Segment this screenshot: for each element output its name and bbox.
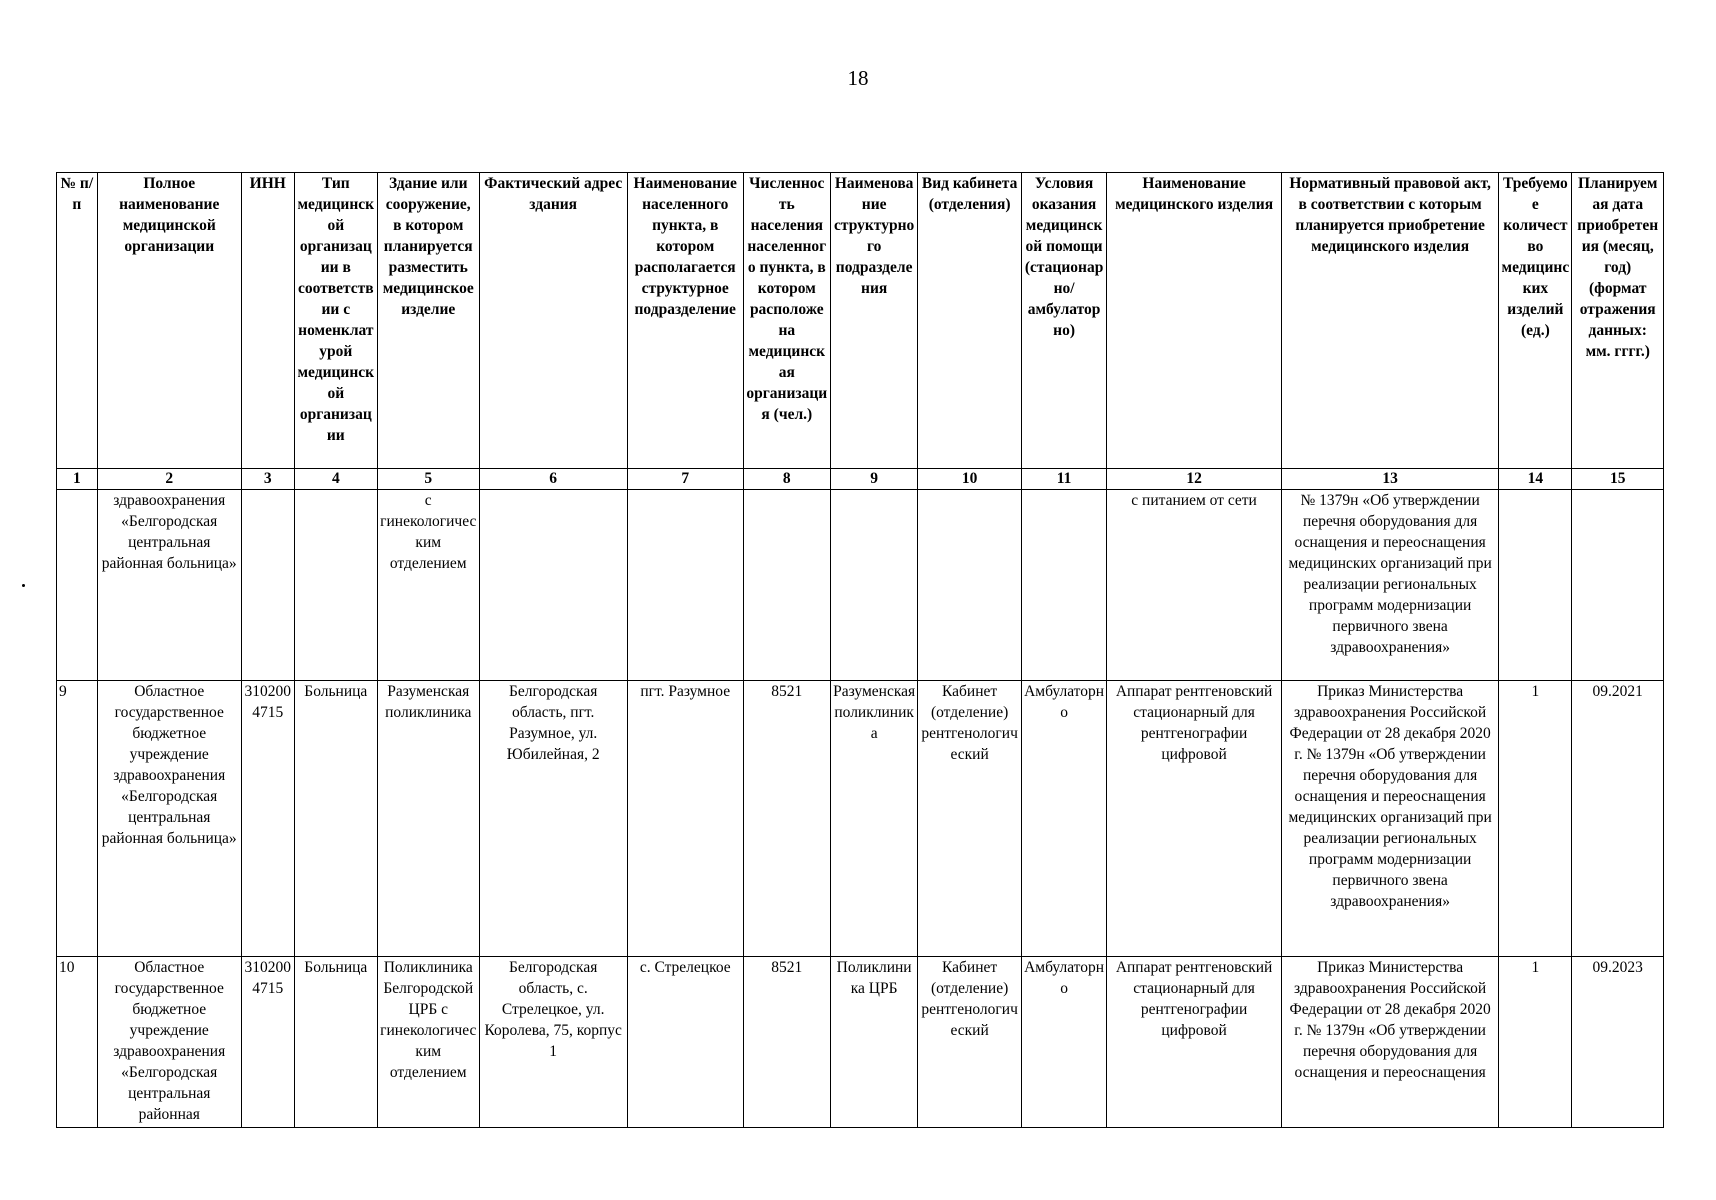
table-cell: здравоохранения «Белгородская центральная районная больница» [97,490,241,681]
column-number: 11 [1021,469,1106,490]
header-cell: № п/п [57,173,98,469]
header-row [57,173,1664,469]
table-cell: Областное государственное бюджетное учреждение здравоохранения «Белгородская центральная районная [97,957,241,1128]
table-cell [1021,490,1106,681]
header-cell: Условия оказания медицинской помощи (стационарно/ амбулаторно) [1021,173,1106,469]
header-cell: ИНН [241,173,294,469]
table-cell [1572,490,1664,681]
column-number-row [57,469,1664,490]
table-cell [1499,490,1572,681]
column-number: 10 [918,469,1022,490]
column-number: 12 [1107,469,1282,490]
table-cell: Аппарат рентгеновский стационарный для рентгенографии цифровой [1107,957,1282,1128]
table-cell: Аппарат рентгеновский стационарный для рентгенографии цифровой [1107,681,1282,957]
table-cell: № 1379н «Об утверждении перечня оборудования для оснащения и переоснащения медицинских организаций при реализации региональных программ модернизации первичного звена здравоохранения» [1281,490,1498,681]
header-cell: Нормативный правовой акт, в соответствии с которым планируется приобретение медицинского изделия [1281,173,1498,469]
column-number: 4 [294,469,377,490]
column-number: 3 [241,469,294,490]
table-cell: 10 [57,957,98,1128]
header-cell: Полное наименование медицинской организации [97,173,241,469]
header-cell: Фактический адрес здания [479,173,627,469]
table-cell: Амбулаторно [1021,957,1106,1128]
table-cell [830,490,917,681]
column-number: 14 [1499,469,1572,490]
table-cell [294,490,377,681]
table-cell: пгт. Разумное [627,681,743,957]
table-cell: с питанием от сети [1107,490,1282,681]
header-cell: Планируемая дата приобретения (месяц, год) (формат отражения данных: мм. гггг.) [1572,173,1664,469]
table-cell: Поликлиника Белгородской ЦРБ с гинекологическим отделением [377,957,479,1128]
header-cell: Здание или сооружение, в котором планируется разместить медицинское изделие [377,173,479,469]
table-cell: Белгородская область, пгт. Разумное, ул. Юбилейная, 2 [479,681,627,957]
table-cell: Разуменская поликлиника [830,681,917,957]
table-cell [241,490,294,681]
table-cell: 3102004715 [241,957,294,1128]
table-cell [743,490,830,681]
header-cell: Наименование населенного пункта, в котором располагается структурное подразделение [627,173,743,469]
table-cell: Поликлиника ЦРБ [830,957,917,1128]
column-number: 15 [1572,469,1664,490]
table-row [57,957,1664,1128]
table-cell: Разуменская поликлиника [377,681,479,957]
table-cell: с гинекологическим отделением [377,490,479,681]
column-number: 2 [97,469,241,490]
table-cell: 8521 [743,957,830,1128]
table-cell: Кабинет (отделение) рентгенологический [918,681,1022,957]
table-cell: Больница [294,681,377,957]
header-cell: Вид кабинета (отделения) [918,173,1022,469]
table-row [57,681,1664,957]
column-number: 6 [479,469,627,490]
header-cell: Численность населения населенного пункта, в котором расположена медицинская организация (чел.) [743,173,830,469]
table-cell: 09.2021 [1572,681,1664,957]
table-cell: 09.2023 [1572,957,1664,1128]
table-cell: Белгородская область, с. Стрелецкое, ул. Королева, 75, корпус 1 [479,957,627,1128]
table-cell: Амбулаторно [1021,681,1106,957]
table-cell: 8521 [743,681,830,957]
table-cell: 1 [1499,957,1572,1128]
column-number: 8 [743,469,830,490]
column-number: 1 [57,469,98,490]
table-cell: Кабинет (отделение) рентгенологический [918,957,1022,1128]
table-cell: Приказ Министерства здравоохранения Российской Федерации от 28 декабря 2020 г. № 1379н «Об утверждении перечня оборудования для оснащения и переоснащения медицинских организаций при реализации региональных программ модернизации первичного звена здравоохранения» [1281,681,1498,957]
table-row [57,490,1664,681]
table-cell: 3102004715 [241,681,294,957]
table-cell: 1 [1499,681,1572,957]
equipment-table [56,172,1664,1128]
column-number: 7 [627,469,743,490]
header-cell: Тип медицинской организации в соответствии с номенклатурой медицинской организации [294,173,377,469]
table-cell: Приказ Министерства здравоохранения Российской Федерации от 28 декабря 2020 г. № 1379н «Об утверждении перечня оборудования для оснащения и переоснащения [1281,957,1498,1128]
table-cell: Больница [294,957,377,1128]
table-cell [918,490,1022,681]
header-cell: Требуемое количество медицинских изделий (ед.) [1499,173,1572,469]
column-number: 9 [830,469,917,490]
column-number: 13 [1281,469,1498,490]
page-number: 18 [847,66,869,90]
table-cell: с. Стрелецкое [627,957,743,1128]
table-cell: 9 [57,681,98,957]
table-cell: Областное государственное бюджетное учреждение здравоохранения «Белгородская центральная районная больница» [97,681,241,957]
table-cell [627,490,743,681]
header-cell: Наименование структурного подразделения [830,173,917,469]
scan-dot [22,584,25,587]
table-cell [57,490,98,681]
header-cell: Наименование медицинского изделия [1107,173,1282,469]
table-cell [479,490,627,681]
column-number: 5 [377,469,479,490]
